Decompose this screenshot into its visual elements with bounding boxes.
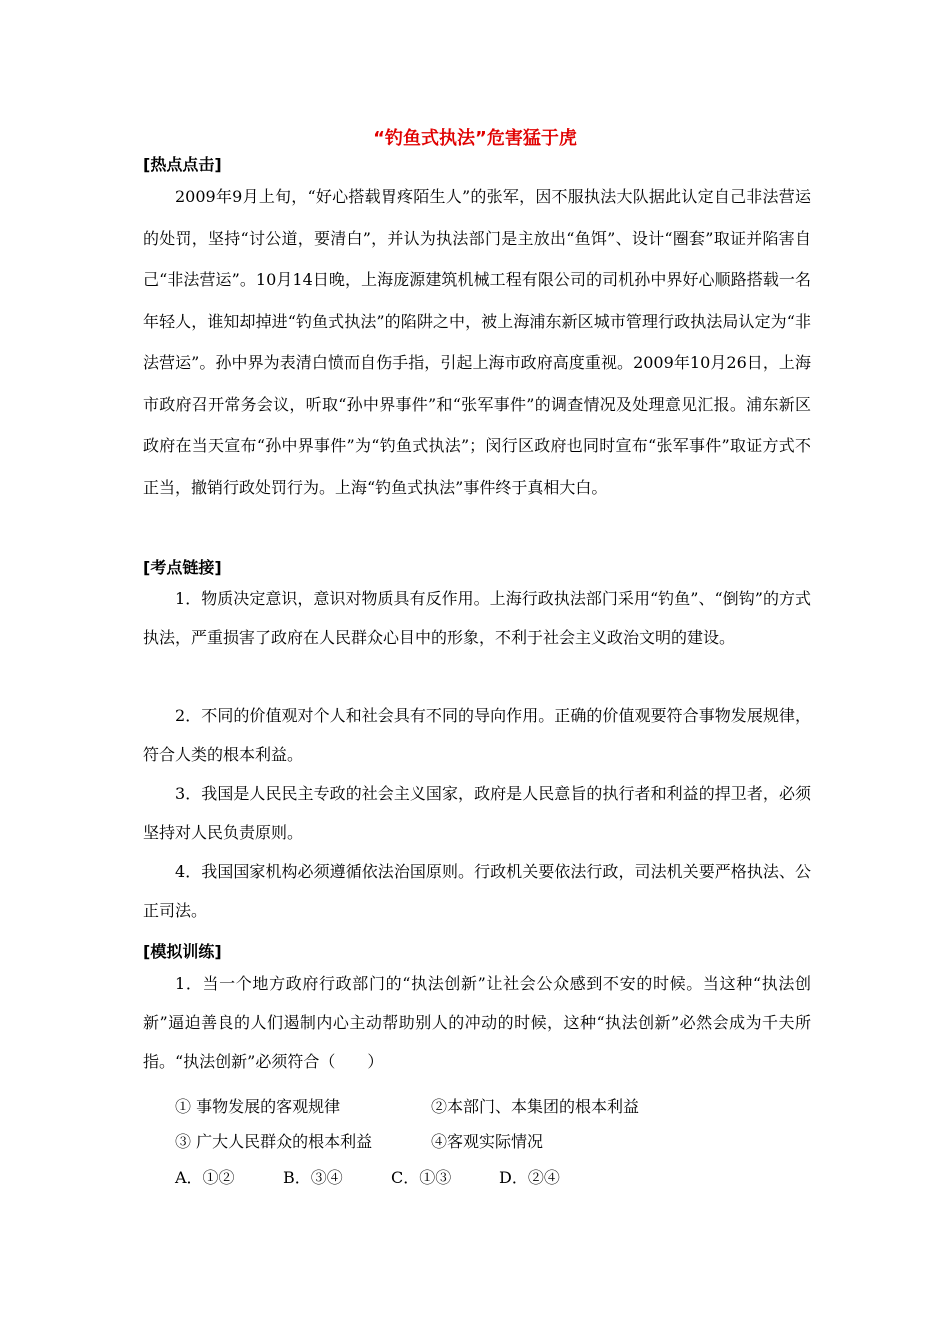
section-heading-links: [考点链接]: [143, 558, 222, 577]
choice-d: D．②④: [499, 1168, 560, 1187]
option-4: ④客观实际情况: [431, 1132, 544, 1151]
section-heading-hot: [热点点击]: [143, 155, 222, 174]
link-item-1: 1．物质决定意识，意识对物质具有反作用。上海行政执法部门采用“钓鱼”、“倒钩”的方式执法，严重损害了政府在人民群众心目中的形象，不利于社会主义政治文明的建设。: [143, 589, 811, 647]
choice-a: A．①②: [175, 1168, 235, 1187]
document-title: “钓鱼式执法”危害猛于虎: [373, 128, 577, 149]
option-3: ③ 广大人民群众的根本利益: [175, 1132, 373, 1151]
link-item-2: 2．不同的价值观对个人和社会具有不同的导向作用。正确的价值观要符合事物发展规律，符合人类的根本利益。: [143, 706, 811, 764]
section-heading-practice: [模拟训练]: [143, 942, 222, 961]
options-row-2: [175, 1129, 687, 1152]
hot-paragraph: 2009年9月上旬，“好心搭载胃疼陌生人”的张军，因不服执法大队据此认定自己非法营运的处罚，坚持“讨公道，要清白”，并认为执法部门是主放出“鱼饵”、设计“圈套”取证并陷害自己“非法营运”。10月14日晚，上海庞源建筑机械工程有限公司的司机孙中界好心顺路搭载一名年轻人，谁知却掉进“钓鱼式执法”的陷阱之中，被上海浦东新区城市管理行政执法局认定为“非法营运”。孙中界为表清白愤而自伤手指，引起上海市政府高度重视。2009年10月26日，上海市政府召开常务会议，听取“孙中界事件”和“张军事件”的调查情况及处理意见汇报。浦东新区政府在当天宣布“孙中界事件”为“钓鱼式执法”；闵行区政府也同时宣布“张军事件”取证方式不正当，撤销行政处罚行为。上海“钓鱼式执法”事件终于真相大白。: [143, 187, 811, 497]
choice-c: C．①③: [391, 1168, 452, 1187]
link-item-3: 3．我国是人民民主专政的社会主义国家，政府是人民意旨的执行者和利益的捍卫者，必须坚持对人民负责原则。: [143, 784, 811, 842]
options-row-1: [175, 1094, 687, 1117]
link-item-4: 4．我国国家机构必须遵循依法治国原则。行政机关要依法行政，司法机关要严格执法、公正司法。: [143, 862, 811, 920]
option-2: ②本部门、本集团的根本利益: [431, 1097, 640, 1116]
practice-question: 1．当一个地方政府行政部门的“执法创新”让社会公众感到不安的时候。当这种“执法创新”逼迫善良的人们遏制内心主动帮助别人的冲动的时候，这种“执法创新”必然会成为千夫所指。“执法创新”必须符合（ ）: [143, 974, 811, 1071]
choice-b: B．③④: [283, 1168, 343, 1187]
answer-choices: [175, 1165, 607, 1188]
option-1: ① 事物发展的客观规律: [175, 1097, 341, 1116]
